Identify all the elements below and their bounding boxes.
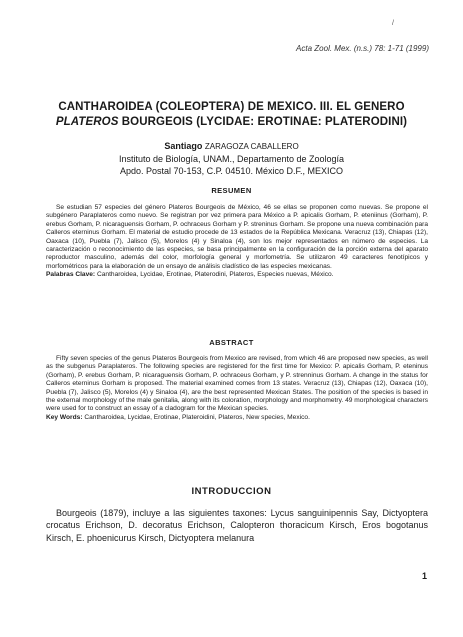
abstract-keywords: Key Words: Cantharoidea, Lycidae, Erotinae, Plateroidini, Plateros, New species, Mexico. bbox=[46, 413, 310, 421]
paper-title bbox=[30, 100, 433, 130]
resumen-block bbox=[46, 204, 428, 280]
author-block bbox=[30, 140, 433, 177]
author-address: Apdo. Postal 70-153, C.P. 04510. México D.F., MEXICO bbox=[120, 166, 343, 176]
resumen-keywords: Palabras Clave: Cantharoidea, Lycidae, Erotinae, Platerodini, Plateros, Especies nuevas, México. bbox=[46, 271, 334, 279]
author-affiliation: Instituto de Biología, UNAM., Departamento de Zoología bbox=[118, 154, 345, 164]
abstract-heading: ABSTRACT bbox=[209, 338, 254, 347]
abstract-block bbox=[46, 355, 428, 422]
title-line-1: CANTHAROIDEA (COLEOPTERA) DE MEXICO. III. EL GENERO bbox=[58, 101, 405, 113]
page-number: 1 bbox=[421, 571, 427, 581]
introduccion-paragraph: Bourgeois (1879), incluye a las siguientes taxones: Lycus sanguinipennis Say, Dictyoptera crocatus Erichson, D. decoratus Erichson, Calopteron thoracicum Kirsch, Eros bogotanus Kirsch, E. phoenicurus Kirsch, Dictyoptera melanura bbox=[46, 508, 428, 543]
title-genus: PLATEROS bbox=[55, 116, 119, 128]
title-line-2 bbox=[30, 115, 433, 130]
title-line-2-rest: BOURGEOIS (LYCIDAE: EROTINAE: PLATERODINI) bbox=[121, 116, 408, 128]
resumen-heading: RESUMEN bbox=[211, 186, 252, 195]
introduccion-body bbox=[46, 507, 428, 544]
abstract-paragraph: Fifty seven species of the genus Plateros Bourgeois from Mexico are revised, from which 46 are proposed new species, as well as the subgenus Paraplateros. The following species are registered for the first time for Mexico: P. apicalis Gorham, P. eteninus (Gorham), P. erebus Gorham, P. nicaraguensis Gorham, P. ochraceus Gorham, y P. strenninus Gorham. A change in the status for Calleros eterninus Gorham is proposed. The material examined comes from 13 states. Veracruz (13), Chiapas (12), Oaxaca (10), Puebla (7), Jalisco (5), Morelos (4) y Sinaloa (4), are the best represented Mexican States. The position of the species is based in the external morphology of the male genitalia, along with its coloration, morphology and morphometry. 49 morphological characters were used for to construct an essay of a cladogram for the Mexican species. bbox=[46, 355, 428, 413]
corner-mark: / bbox=[392, 20, 394, 27]
resumen-paragraph: Se estudian 57 especies del género Plateros Bourgeois de México, 46 se ellas se proponen como nuevas. Se propone el subgénero Paraplateros como nuevo. Se registran por vez primera para México a P. apicalis Gorham, P. eteniinus (Gorham), P. erebus Gorham, P. nicaraguensis Gorham, P. ochraceus Gorham y P. streninus Gorham. Se propone una nueva combinación para Calleros eterninus Gorham. El material de estudio procede de 13 estados de la República Mexicana. Veracruz (13), Chiapas (12), Oaxaca (10), Puebla (7), Jalisco (5), Morelos (4) y Sinaloa (4), son los mejor representados en número de especies. La caracterización o reconocimiento de las especies, se basa principalmente en la configuración de la porción externa del aparato reproductor masculino, además del color, morfología general y morfometría. Se utilizaron 49 caracteres fenotípicos y morfométricos para la elaboración de un ensayo de análisis cladístico de las especies mexicanas. bbox=[46, 204, 428, 270]
introduccion-heading: INTRODUCCION bbox=[191, 486, 272, 497]
journal-reference: Acta Zool. Mex. (n.s.) 78: 1-71 (1999) bbox=[296, 44, 429, 53]
author-name: Santiago ZARAGOZA CABALLERO bbox=[164, 141, 299, 151]
